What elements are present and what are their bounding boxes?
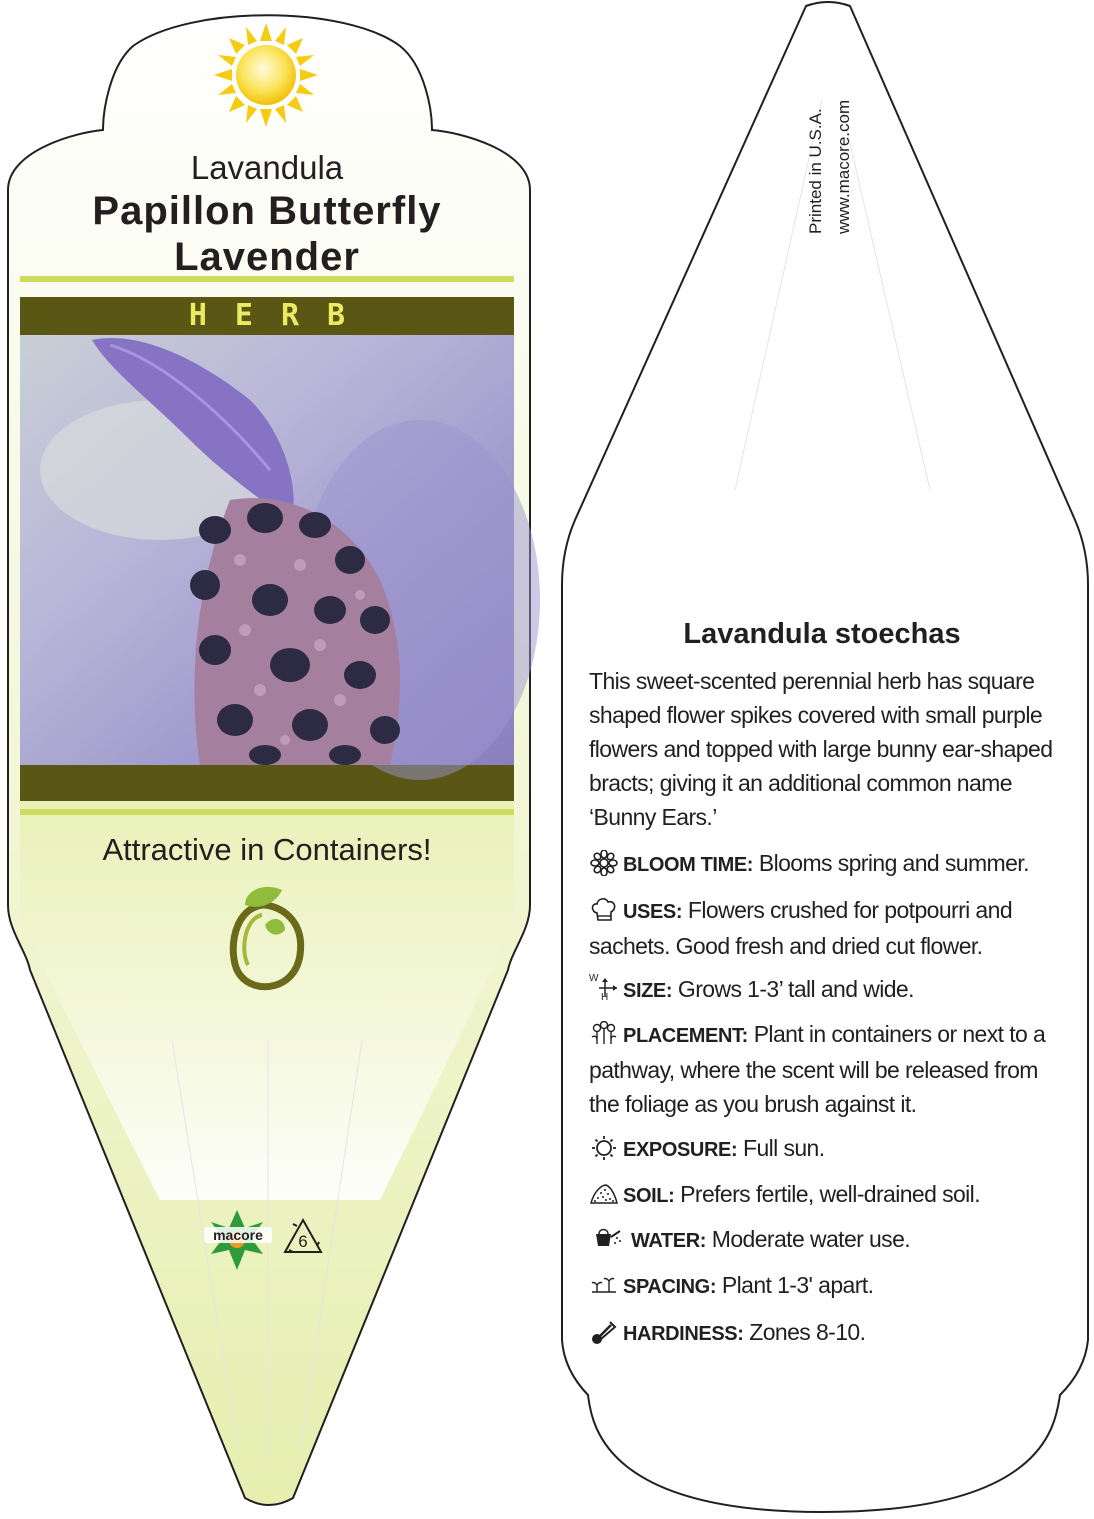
placement-text: Plant in containers or next to a pathway, where the scent will be released from the foliage as you brush against it. — [589, 1021, 1046, 1117]
botanical-name: Lavandula stoechas — [683, 618, 961, 650]
info-placement — [589, 1017, 1059, 1121]
flower-icon — [589, 850, 619, 876]
plant-description: This sweet-scented perennial herb has square shaped flower spikes covered with small purple flowers and topped with large bunny ear-shaped bracts; giving it an additional common name ‘Bunny Ears.’ — [589, 668, 1053, 830]
soil-pile-icon — [589, 1181, 619, 1207]
printed-line1: Printed in U.S.A. — [806, 108, 825, 234]
uses-label: USES: — [623, 901, 683, 923]
size-icon-h: H — [601, 992, 609, 1003]
printed-in-usa — [806, 64, 862, 234]
size-label: SIZE: — [623, 980, 673, 1002]
size-icon-w: W — [589, 973, 599, 984]
spacing-label: SPACING: — [623, 1276, 717, 1298]
info-water — [589, 1222, 1059, 1258]
soil-label: SOIL: — [623, 1185, 675, 1207]
common-name — [20, 188, 514, 280]
seedlings-icon — [589, 1272, 619, 1298]
hardiness-text: Zones 8-10. — [749, 1319, 866, 1345]
tagline: Attractive in Containers! — [102, 832, 432, 867]
info-uses — [589, 893, 1059, 963]
soil-text: Prefers fertile, well-drained soil. — [680, 1181, 980, 1207]
common-name-line1: Papillon Butterfly — [92, 189, 442, 233]
uses-text: Flowers crushed for potpourri and sachets. Good fresh and dried cut flower. — [589, 897, 1013, 959]
watering-can-icon — [593, 1226, 623, 1252]
info-hardiness — [589, 1315, 1059, 1351]
sun-outline-icon — [589, 1135, 619, 1161]
info-size — [589, 972, 1059, 1008]
info-soil — [589, 1177, 1059, 1213]
bloom-time-text: Blooms spring and summer. — [758, 850, 1029, 876]
category-band: HERB — [188, 298, 374, 333]
size-arrows-icon — [589, 973, 619, 1003]
exposure-label: EXPOSURE: — [623, 1139, 738, 1161]
info-spacing — [589, 1268, 1059, 1304]
bloom-time-label: BLOOM TIME: — [623, 854, 754, 876]
water-label: WATER: — [631, 1230, 706, 1252]
genus-name: Lavandula — [190, 149, 344, 186]
placement-plants-icon — [589, 1021, 619, 1047]
macore-logo-text: macore — [204, 1227, 272, 1243]
placement-label: PLACEMENT: — [623, 1025, 748, 1047]
info-exposure — [589, 1131, 1059, 1167]
recycle-number: 6 — [298, 1232, 308, 1251]
printed-line2: www.macore.com — [834, 99, 853, 234]
lavender-photo — [20, 335, 540, 780]
thermometer-icon — [589, 1319, 619, 1345]
spacing-text: Plant 1-3' apart. — [721, 1272, 874, 1298]
chef-hat-icon — [589, 897, 619, 923]
water-text: Moderate water use. — [711, 1226, 911, 1252]
common-name-line2: Lavender — [174, 235, 360, 279]
size-text: Grows 1-3’ tall and wide. — [677, 976, 914, 1002]
exposure-text: Full sun. — [743, 1135, 825, 1161]
sun-icon — [214, 23, 318, 127]
info-bloom-time — [589, 846, 1059, 882]
hardiness-label: HARDINESS: — [623, 1323, 744, 1345]
